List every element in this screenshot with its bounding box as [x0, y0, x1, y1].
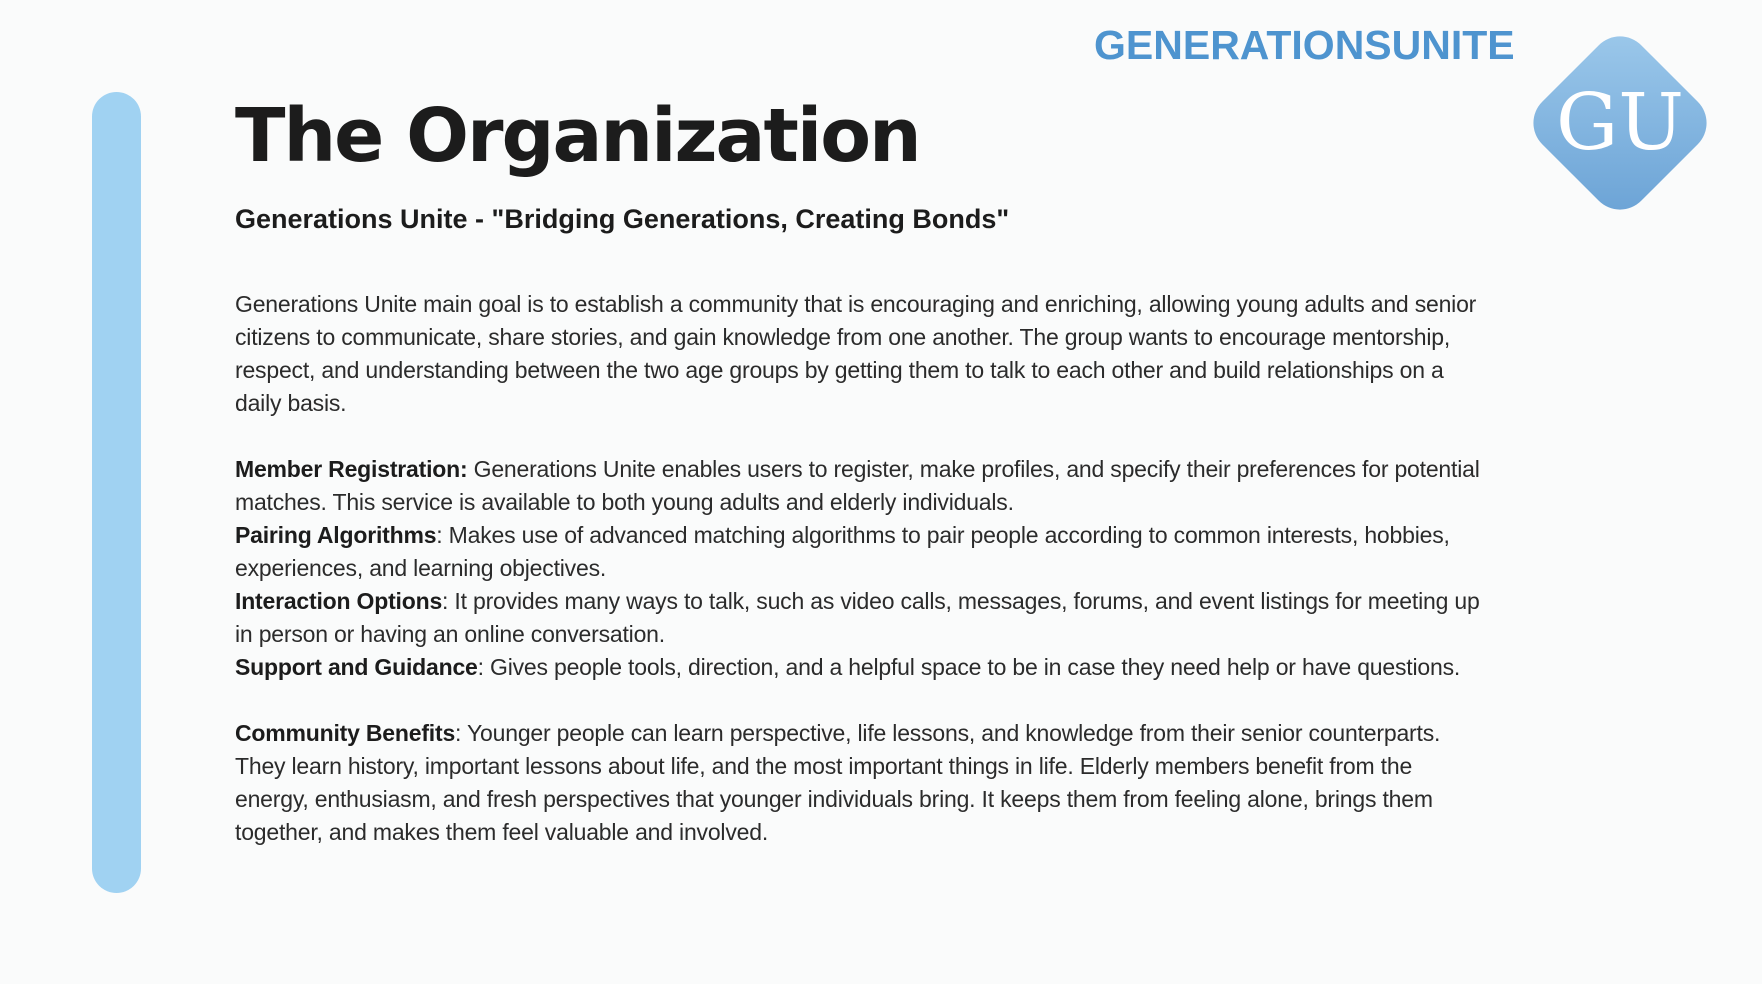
service-item-pairing-algorithms — [235, 519, 1480, 585]
service-label: Support and Guidance — [235, 654, 478, 681]
service-label: Member Registration: — [235, 456, 468, 483]
services-list — [235, 453, 1480, 684]
service-text: : Gives people tools, direction, and a helpful space to be in case they need help or have questions. — [477, 654, 1461, 681]
benefits-text: : Younger people can learn perspective, life lessons, and knowledge from their senior counterparts. They learn history, important lessons about life, and the most important things in life. Elderly members benefit from the energy, enthusiasm, and fresh perspectives that younger individuals bring. It keeps them from feeling alone, brings them together, and makes them feel valuable and involved. — [235, 720, 1441, 846]
service-text: : It provides many ways to talk, such as video calls, messages, forums, and event listings for meeting up in person or having an online conversation. — [235, 588, 1480, 648]
page-title: The Organization — [235, 93, 920, 179]
service-label: Pairing Algorithms — [235, 522, 437, 549]
community-benefits-paragraph — [235, 717, 1480, 849]
service-item-member-registration — [235, 453, 1480, 519]
intro-paragraph: Generations Unite main goal is to establish a community that is encouraging and enriching, allowing young adults and senior citizens to communicate, share stories, and gain knowledge from one another. The group wants to encourage mentorship, respect, and understanding between the two age groups by getting them to talk to each other and build relationships on a daily basis. — [235, 291, 1477, 417]
left-accent-bar — [92, 92, 141, 893]
benefits-label: Community Benefits — [235, 720, 456, 747]
page-subtitle: Generations Unite - "Bridging Generations, Creating Bonds" — [235, 203, 1010, 234]
service-text: : Makes use of advanced matching algorithms to pair people according to common interests, hobbies, experiences, and learning objectives. — [235, 522, 1450, 582]
service-item-support-guidance — [235, 651, 1480, 684]
service-text: Generations Unite enables users to register, make profiles, and specify their preferences for potential matches. This service is available to both young adults and elderly individuals. — [235, 456, 1480, 516]
service-label: Interaction Options — [235, 588, 443, 615]
brand-logo-diamond — [1521, 24, 1719, 222]
main-content — [235, 93, 1480, 849]
brand-wordmark: GENERATIONSUNITE — [1094, 22, 1515, 68]
service-item-interaction-options — [235, 585, 1480, 651]
logo-monogram: GU — [1555, 77, 1685, 168]
